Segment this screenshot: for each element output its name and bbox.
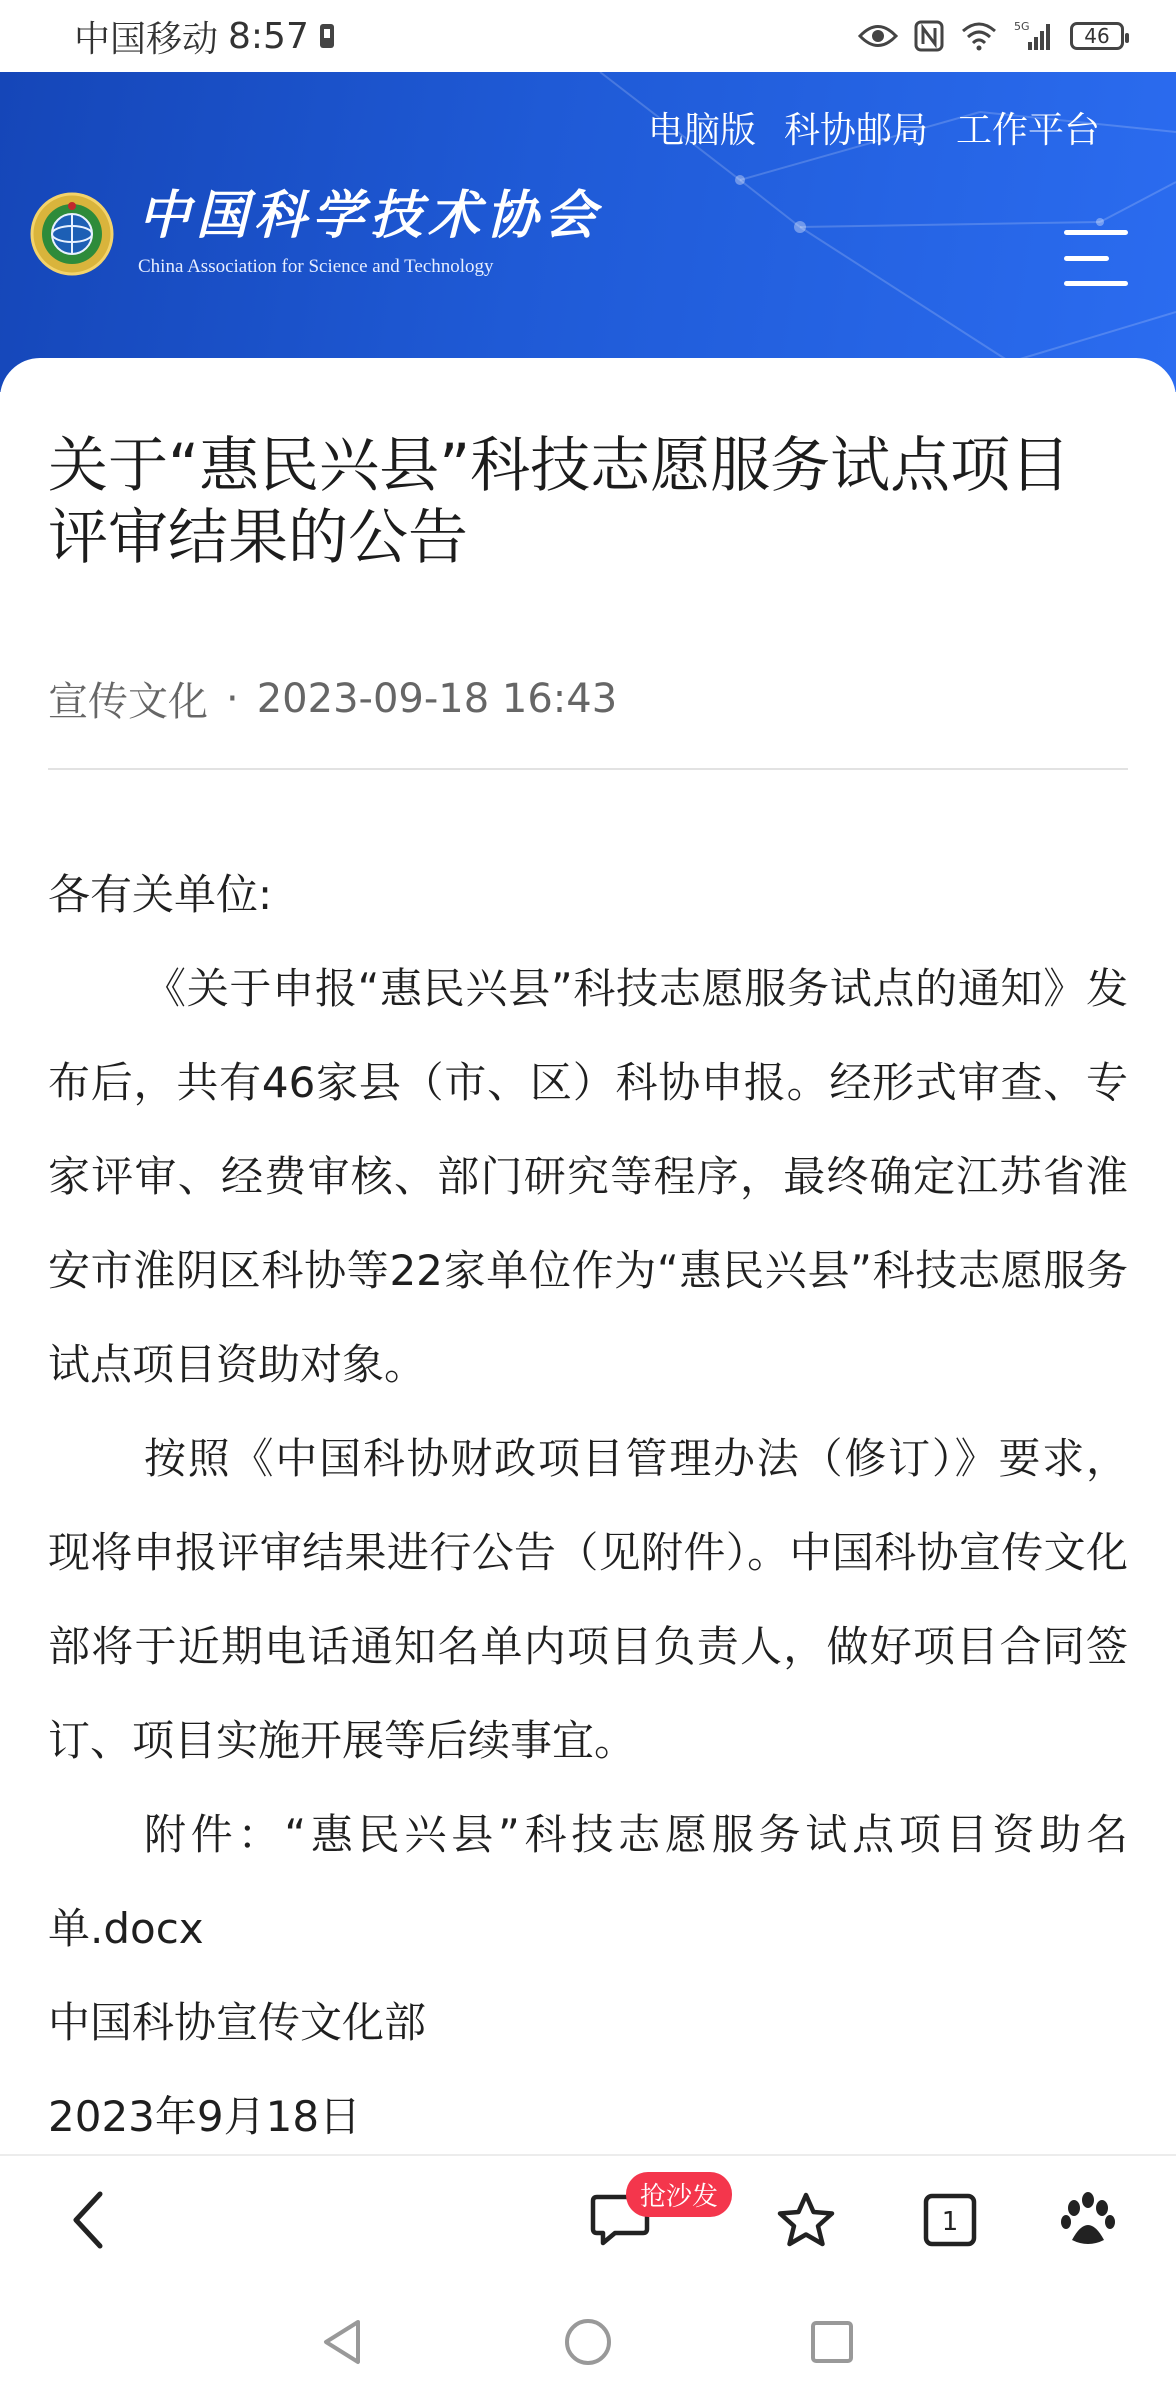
clock: 8:57 xyxy=(228,15,309,57)
logo-text xyxy=(138,185,603,278)
attachment-paragraph xyxy=(48,1788,1128,1976)
meta-separator: · xyxy=(226,675,239,722)
sim-icon xyxy=(319,23,335,49)
work-platform-link[interactable]: 工作平台 xyxy=(955,110,1100,151)
baidu-paw-icon xyxy=(1058,2190,1118,2250)
site-logo[interactable] xyxy=(30,185,603,278)
logo-title: 中国科学技术协会 xyxy=(138,185,603,246)
back-icon xyxy=(68,2190,108,2250)
hamburger-icon xyxy=(1064,230,1128,235)
article-body xyxy=(48,848,1128,2164)
battery-level: 46 xyxy=(1084,24,1110,48)
back-button[interactable] xyxy=(50,2182,126,2258)
menu-button[interactable] xyxy=(1064,230,1128,286)
nav-recents-icon xyxy=(809,2319,855,2365)
nav-recents-button[interactable] xyxy=(802,2312,862,2372)
nav-back-button[interactable] xyxy=(312,2312,372,2372)
battery-icon xyxy=(1070,22,1124,50)
attachment-link[interactable]: “惠民兴县”科技志愿服务试点项目资助名单.docx xyxy=(48,1810,1128,1953)
baidu-button[interactable] xyxy=(1050,2182,1126,2258)
status-bar xyxy=(0,0,1176,72)
browser-action-bar xyxy=(0,2154,1176,2284)
tabs-icon xyxy=(922,2192,978,2248)
attachment-label: 附件： xyxy=(144,1810,285,1859)
article-datetime: 2023-09-18 16:43 xyxy=(256,675,618,722)
article-category[interactable]: 宣传文化 xyxy=(48,679,208,725)
star-icon xyxy=(776,2191,836,2249)
paragraph: 《关于申报“惠民兴县”科技志愿服务试点的通知》发布后，共有46家县（市、区）科协申报。经形式审查、专家评审、经费审核、部门研究等程序，最终确定江苏省淮安市淮阴区科协等22家单位作为“惠民兴县”科技志愿服务试点项目资助对象。 xyxy=(48,964,1128,1389)
logo-subtitle: China Association for Science and Technology xyxy=(138,256,494,277)
divider xyxy=(48,768,1128,770)
status-right xyxy=(858,20,1124,52)
nfc-icon xyxy=(914,20,944,52)
sign-date: 2023年9月18日 xyxy=(48,2092,362,2141)
paragraph: 按照《中国科协财政项目管理办法（修订）》要求，现将申报评审结果进行公告（见附件）。中国科协宣传文化部将于近期电话通知名单内项目负责人，做好项目合同签订、项目实施开展等后续事宜。 xyxy=(48,1434,1128,1765)
article-meta xyxy=(48,670,617,727)
nav-back-icon xyxy=(320,2318,364,2366)
tabs-button[interactable] xyxy=(912,2182,988,2258)
site-header xyxy=(0,72,1176,392)
cast-mail-link[interactable]: 科协邮局 xyxy=(783,110,928,151)
desktop-version-link[interactable]: 电脑版 xyxy=(647,110,756,151)
wifi-icon xyxy=(960,21,998,51)
tab-count: 1 xyxy=(941,2207,959,2237)
eye-icon xyxy=(858,23,898,49)
salutation: 各有关单位: xyxy=(48,870,273,919)
signal-label: 5G xyxy=(1014,20,1030,33)
article-title: 关于“惠民兴县”科技志愿服务试点项目评审结果的公告 xyxy=(48,431,1071,573)
nav-home-button[interactable] xyxy=(558,2312,618,2372)
status-left xyxy=(74,11,335,62)
signature: 中国科协宣传文化部 xyxy=(48,1998,427,2047)
article-card xyxy=(0,358,1176,2158)
carrier-name: 中国移动 xyxy=(74,18,219,60)
signal-icon xyxy=(1014,20,1054,52)
nav-home-icon xyxy=(563,2317,613,2367)
top-links xyxy=(648,102,1100,153)
system-nav-bar xyxy=(0,2282,1176,2400)
cast-emblem-icon xyxy=(30,192,114,276)
favorite-button[interactable] xyxy=(768,2182,844,2258)
comment-badge[interactable]: 抢沙发 xyxy=(626,2172,732,2217)
